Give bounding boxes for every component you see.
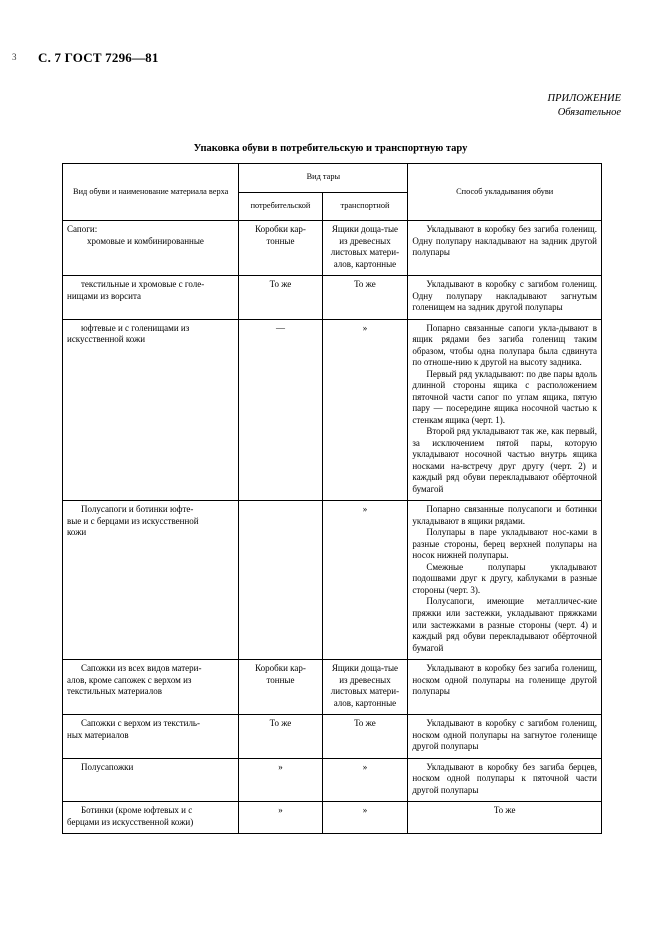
table-row <box>63 758 602 802</box>
cell-consumer-package: » <box>239 802 322 834</box>
table-row <box>63 660 602 715</box>
method-paragraph: То же <box>493 805 516 816</box>
cell-method <box>408 319 602 501</box>
cell-method <box>408 802 602 834</box>
table-body <box>63 221 602 834</box>
row-name-line: Полусапожки <box>81 761 134 772</box>
cell-footwear-type <box>63 276 239 320</box>
cell-footwear-type <box>63 221 239 276</box>
table-row <box>63 221 602 276</box>
header-stacking-method: Способ укладывания обуви <box>408 164 602 221</box>
cell-footwear-type <box>63 660 239 715</box>
row-name-line: юфтевые и с голенищами из <box>81 322 190 333</box>
method-paragraph: Второй ряд укладывают так же, как первый, за исключением пятой пары, которую укладывают носочной частью внутрь ящика носками на-встречу друг другу (черт. 2) и каждый ряд обуви перекладывают обёрточной бумагой <box>412 426 597 494</box>
method-paragraph: Смежные полупары укладывают подошвами друг к другу, каблуками в разные стороны (черт. 3). <box>412 561 597 595</box>
cell-method <box>408 501 602 660</box>
cell-transport-package: То же <box>322 276 408 320</box>
cell-consumer-package: То же <box>239 715 322 759</box>
table-title: Упаковка обуви в потребительскую и транспортную тару <box>193 143 468 154</box>
method-paragraph: Попарно связанные полусапоги и ботинки укладывают в ящики рядами. <box>412 504 597 526</box>
header-transport-package: транспортной <box>322 192 408 221</box>
table-row <box>63 715 602 759</box>
cell-transport-package: » <box>322 501 408 660</box>
header-package-type: Вид тары <box>239 164 408 193</box>
table-row <box>63 276 602 320</box>
method-paragraph: Укладывают в коробку с загибом голенищ. Одну полупару накладывают загнутым голенищем на задник другой полупары <box>412 279 597 313</box>
cell-transport-package: » <box>322 319 408 501</box>
row-name-line: ных материалов <box>67 729 129 740</box>
cell-consumer-package: То же <box>239 276 322 320</box>
cell-consumer-package: » <box>239 758 322 802</box>
cell-footwear-type <box>63 758 239 802</box>
table-row <box>63 802 602 834</box>
row-name-line: Полусапоги и ботинки юфте- <box>81 504 194 515</box>
side-marker: 3 <box>12 52 17 62</box>
header-consumer-package: потребительской <box>239 192 322 221</box>
row-name-line: нищами из ворсита <box>67 290 141 301</box>
row-name-line: кожи <box>67 527 87 538</box>
cell-footwear-type <box>63 319 239 501</box>
row-name-line: Сапожки из всех видов матери- <box>81 663 202 674</box>
row-name-line: берцами из искусственной кожи) <box>67 816 194 827</box>
cell-consumer-package: Коробки кар-тонные <box>239 660 322 715</box>
method-paragraph: Укладывают в коробку с загибом голенищ, носком одной полупары на загнутое голенище другой полупары <box>412 718 597 752</box>
method-paragraph: Полупары в паре укладывают нос-ками в разные стороны, берец верхней полупары на носок нижней полупары. <box>412 527 597 561</box>
row-name-line: Сапоги: <box>67 224 98 234</box>
cell-transport-package: Ящики доща-тые из древесных листовых матери-алов, картонные <box>322 221 408 276</box>
cell-consumer-package: — <box>239 319 322 501</box>
row-name-line: искусственной кожи <box>67 334 146 345</box>
packaging-table <box>62 163 602 834</box>
cell-transport-package: » <box>322 758 408 802</box>
row-name-line: алов, кроме сапожек с верхом из <box>67 674 192 685</box>
method-paragraph: Полусапоги, имеющие металличес-кие пряжки или застежки, укладывают пряжками или застежками в разные стороны (черт. 4) и каждый ряд обуви перекладывают обёрточной бумагой <box>412 596 597 653</box>
table-row <box>63 501 602 660</box>
cell-consumer-package: Коробки кар-тонные <box>239 221 322 276</box>
table-row <box>63 319 602 501</box>
appendix-title: ПРИЛОЖЕНИЕ <box>547 93 621 104</box>
header-footwear-type: Вид обуви и наименование материала верха <box>63 164 239 221</box>
cell-method <box>408 758 602 802</box>
row-name-line: текстильных материалов <box>67 686 162 697</box>
appendix-subtitle: Обязательное <box>557 107 621 119</box>
appendix-label <box>548 92 622 120</box>
method-paragraph: Первый ряд укладывают: по две пары вдоль длинной стороны ящика с расположением пяточной части сапог по углам ящика, пятую пару — посередине ящика носочной частью к стенкам ящика (черт. 1). <box>412 368 597 425</box>
cell-method <box>408 221 602 276</box>
row-name-line: Ботинки (кроме юфтевых и с <box>81 805 193 816</box>
cell-footwear-type <box>63 715 239 759</box>
row-name-line: вые и с берцами из искусственной <box>67 515 199 526</box>
cell-method <box>408 276 602 320</box>
table-header-row <box>63 164 602 193</box>
row-name-line: текстильные и хромовые с голе- <box>81 279 205 290</box>
row-name-line: Сапожки с верхом из текстиль- <box>81 718 201 729</box>
row-name-line: хромовые и комбинированные <box>87 235 204 246</box>
method-paragraph: Укладывают в коробку без загиба берцев, носком одной полупары к пяточной части другой полупары <box>412 761 597 795</box>
cell-footwear-type <box>63 802 239 834</box>
page-header: С. 7 ГОСТ 7296—81 <box>38 50 159 65</box>
method-paragraph: Укладывают в коробку без загиба голенищ. Одну полупару накладывают на задник другой полупары <box>412 224 597 258</box>
method-paragraph: Укладывают в коробку без загиба голенищ, носком одной полупары на голенище другой полупары <box>412 663 597 697</box>
cell-method <box>408 660 602 715</box>
cell-transport-package: Ящики доща-тые из древесных листовых матери-алов, картонные <box>322 660 408 715</box>
cell-transport-package: То же <box>322 715 408 759</box>
method-paragraph: Попарно связанные сапоги укла-дывают в ящик рядами без загиба голенищ таким образом, чтобы одна полупара была сдвинута по отноше-нию к другой на высоту задника. <box>412 322 597 368</box>
cell-consumer-package <box>239 501 322 660</box>
cell-transport-package: » <box>322 802 408 834</box>
cell-footwear-type <box>63 501 239 660</box>
cell-method <box>408 715 602 759</box>
